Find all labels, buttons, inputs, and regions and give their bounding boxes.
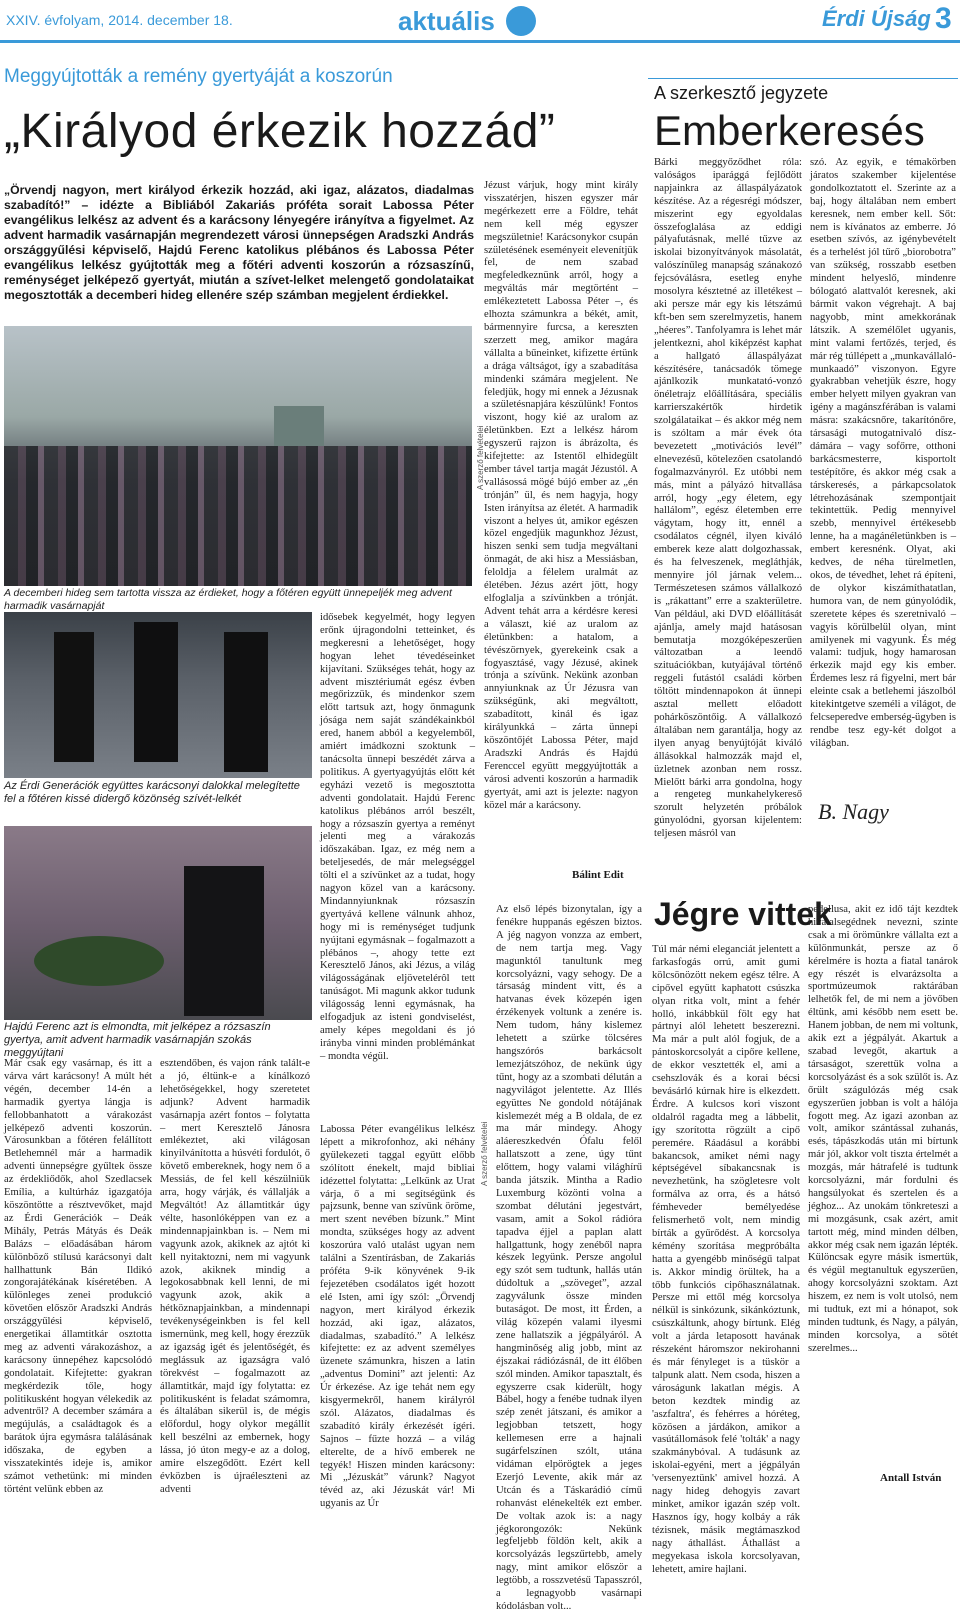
editorial-col-2: szó. Az egyik, e témakörben járatos szakember kijelentése gondolkoztatott el. Szerinte az a baj, hogy általában nem embert keresnek, nem ember kell. Sőt: nem is kívánatos az emberre. Jó esetben szívós, az igénybevételt és a terhelést jól tűrő „biorobotra” van szükség, rosszabb esetben mindent helyeslő, mindenre bólogató alattvalót keresnek, aki bármit vakon végrehajt. A baj nagyobb, mint amekkorának látszik. A személőlet ugyanis, mint valami fertőzés, terjed, és már rég túllépett a „munkavállaló-munkaadó” viszonyon. Egyre gyakrabban vehetjük észre, hogy ember helyett milyen gyakran van igény a magánszférában is valami másra: szakácsnőre, takarítónőre, társasági mutogatnivaló dísz-dámára – vagy sofőrre, otthoni barkácsmesterre, kisportolt testépítőre, és akkor még csak a társkeresés, a párkapcsolatok létrehozásának szempontjait tekintettük. Pedig mennyivel szebb, mennyivel értékesebb lenne, ha a magánéletünkben is – embert keresnénk. Olyat, aki kedves, de néha türelmetlen, okos, de tévedhet, lehet rá építeni, de olykor kiszámíthatatlan, humora van, de nem gúnyolódik, szeretete képes és szeretnivaló – vagyis körülbelül olyan, mint amilyenek mi vagyunk. És még valami: tudjuk, hogy hamarosan érkezik majd egy kis ember. Érdemes lesz rá figyelni, mert bár eleinte csak a betlehemi jászolból kitekintgetve személi a világot, de felcseperedve emberség-ügyben is rendbe tesz egy-két dolgot a világban. <box>810 157 956 749</box>
photo2-credit: A szerző felvételei <box>480 1121 489 1186</box>
article-col-bottom-left: Már csak egy vasárnap, és itt a várva várt karácsony! A múlt hét végén, december 14-én a harmadik gyertya lángja is fellobbanhatott a várakozást jelképező adventi koszorún. Városunkban a főtéren felállított Betlehemnél már a harmadik adventi ünnepségre gyűltek össze az érdekliődők, ahol Szedlacsek Emília, a kultúrház igazgatója köszöntötte a résztvevőket, majd az Érdi Generációk – Deák Mihály, Petrás Mátyás és Deák Balázs – előadásában három különböző stílusú karácsonyi dalt hallhattunk Bán Ildikó zongorajátékának kíséretében. A különleges zenei produkció követően először Aradszki András országgyűlési képviselő, energetikai államtitkár osztotta meg az adventi várakozáshoz, a karácsony ünnepéhez kapcsolódó gondolatait. Kifejtette: gyakran megkérdezik tőle, hogy politikusként hogyan vélekedik az adventről? A december számára a megújulás, a családtagok és a barátok újra egymásra találásának időszaka, de egyben a visszatekintés ideje is, amikor számot vethetünk: mi minden történt velünk ebben az <box>4 1058 152 1495</box>
side-article-col-left: Az első lépés bizonytalan, így a fenékre huppanás egészen biztos. A jég nagyon vonzza az embert, de nem tartja meg. Vagy magunktól tanultunk meg korcsolyázni, vagy sehogy. De a társaság mindent vitt, és a hatvanas évek közepén igen érzékenyek voltunk a zenére is. Nem tudom, hány kislemez lehetett a szürke tölcséres hangszórós barkácsolt lemezjátszóhoz, de nekünk úgy tűnt, hogy az a szombati délután a nagyvilágot jelentette. Az Illés együttes Ne gondold nótájának kislemezét még a B oldala, de ez ma már mindegy. Ahogy aláereszkedvén Ófalu felől hallatszott a zene, úgy tűnt előttem, hogy valami világhírű banda játszik. Mintha a Radio Luxemburg közönti volna a szombat délutáni jegestvárt, vasam, amit a Sokol rádióra tapadva éjjel a paplan alatt hallgattunk, hogy zenéből napra készek legyünk. Persze angolul egy szót sem tudtunk, hallás után dúdoltuk a „szöveget”, azzal zagyválunk össze minden butaságot. De most, itt Érden, a világ közepén valami ilyesmi zene hallatszik a jégpályáról. A hangminőség alig jobb, mint az éjszakai rádiózásnál, de itt élőben szól minden. Amikor tapasztalt, és egyszerre csak kiderült, hogy Bábel, hogy a fenébe tudnak ilyen szép zenét játszani, és amikor a legjobban tetszett, hogy kellemesen erre a hajnali sugárfelszínen szólt, utána vidáman elpörögtek a jeges Ezerjó Levente, akik már az Utcán és a Táskarádió című rohanvást elénekelték ezt ember. De voltak azok is: a nagy jégkorongozók: Nekünk legfeljebb földön kelt, akik a korcsolyázás legszűrtebb, amely nagy, mint amikor először a legtöbb, a rosszvetésű Tapasszról, a legnagyobb vasárnapi kódolásban volt... <box>496 904 642 1612</box>
photo1-credit: A szerző felvételei <box>476 425 485 490</box>
side-article-col-mid: Túl már némi eleganciát jelentett a farkasfogás orrú, amit gumi kölcsönözött nekem egész télre. A cipővel együtt kaphatott csúszka olyan ritka volt, mint a fehér holló, inkábbkül fölt egy hat pártnyi alól lehetett beszerezni. Ma már a pult alól fogjuk, de a pántoskorcsolyát a cipőre kellene, de ekkor vesztették el, ami a csehszlovák és a korai bécsi bevásárló kúrnak hire is elkezdett. Érdre. A kulcsos kori viszont oldalról ragadta meg a lábbelit, így szorította rögzült a cipő peremére. Ráadásul a korábbi bakancsok, amiket némi nagy képtségével síbakancsnak is nevezhetünk, ha szögletesre volt formálva az orra, és a hátsó fémheveder bemélyedése felismerhető volt, nem mindig bírták a gyűrődést. A korcsolya kémény szorítása megpróbálta hatta a gyengébb minőségű talpat is. Akkor mindig örültek, ha a tőbb funkciós cipőhasználatnak. Persze mi ettől még korcsolya nélkül is sinkózunk, sikánkóztunk, csúszkáltunk, ahogy bírtunk. Elég volt a járda letaposott havának részeként háromszor nekirohanni és már fényleget is a tüskör a talpunk alatt. Nem csoda, hiszen a városágunk lakatlan mégis. A beton kezdtek mindig az 'aszfaltra', és fehérres a hóréteg, közösen a járdákon, amikor a vasútállomások felé 'tolták' a nagy szakmánybóval. A tudásunk az iskolai-egyéni, mert a jégpályán 'versenyeztünk' amivel hozzá. A nagy hideg dehogyis zavart minket, amikor igazán szép volt. Hasznos így, hogy kolbáy a rák tézisnek, másik megtámaszkod nagy áthallást. Áthallást a megyekasa iskola korcsolyavan, lehetett, amire hajlani. <box>652 944 800 1575</box>
article-author: Bálint Edit <box>572 869 624 881</box>
caption-3: Hajdú Ferenc azt is elmondta, mit jelképez a rózsaszín gyertya, amit advent harmadik vasárnapján szokás meggyújtani <box>4 1021 271 1059</box>
editorial-kicker: A szerkesztő jegyzete <box>654 83 829 103</box>
article-col-mid2: Labossa Péter evangélikus lelkész lépett a mikrofonhoz, aki néhány gyülekezeti taggal együtt előbb szólított énekelt, majd bibliai idézettel folytatta: „Lelkünk az Urat várja, ő a mi segítségünk és pajzsunk, benne van szívünk öröme, mert szent nevében bízunk.” Mint mondta, szükséges hogy az advent koszorúra való utalást ugyan nem találni a Szentírásban, de Zakariás próféta 9-ik könyvének 9-ik fejezetében csodálatos igét hozott elé Isten, ami így szól: „Örvendj nagyon, mert királyod érkezik hozzád, aki igaz, alázatos, diadalmas, szabadító.” A lelkész kifejtette: ez az advent személyes üzenete számunkra, hiszen a latin „adventus Domini” azt jelenti: Az Úr érkezése. Az ige tehát nem egy kisgyermekről, hanem királyról szól. Alázatos, diadalmas és szabadító király érkezését ígéri. Sajnos – fűzte hozzá – a világ elterelte, de a hívő emberek ne tegyék! Hiszen minden karácsony: Mi „Jézuskát” várunk? Nagyot tévéd az, aki Jézuskát vár! Mi ugyanis az Úr <box>320 1124 475 1510</box>
article-col-bottom-mid: esztendőben, és vajon ránk talált-e a jó, éltünk-e a kínálkozó lehetőségekkel, hogy szeretetet adjunk? Advent harmadik vasárnapja azért fontos – folytatta – mert Keresztelő Jánosra emlékeztet, aki világosan kinyilvánította a húsvéti fordulót, ő követő embereknek, hogy nem ő a Messiás, de fel kell készülniük arra, hogy várják, és vállalják a Megváltót! Az államtitkár úgy vélte, hasonlóképpen van ez a mindennapjainkban is. – Nem mi vagyunk azok, akiknek az ajtót ki kell nyitaktozni, nem mi vagyunk azok, akiknek mindig a legokosabbnak kell lenni, de mi vagyunk azok, akik a hétköznapjainkban, a mindennapi tevékenységeinkben is fel kell ismernünk, meg kell, hogy érezzük az igazság igét és jelentőségét, és meglássuk az igazságra való törekvést – fogalmazott az államtitkár, majd így folytatta: ez politikusként is feladat számomra, és általában sikerül is, de mégis előfordul, hogy olykor megállít kell beszélni az embernek, hogy lássa, jó úton megy-e az a dolog, amire elszegődött. Ezért kell évközben is újraéleszteni az adventi <box>160 1058 310 1495</box>
page-header <box>0 0 960 38</box>
article-kicker: Meggyújtották a remény gyertyáját a koszorún <box>4 66 393 87</box>
caption-2: Az Érdi Generációk együttes karácsonyi dalokkal melegítette fel a főtéren kissé didergő közönség szívét-lelkét <box>4 780 300 805</box>
article-col-right-top: Jézust várjuk, hogy mint király visszatérjen, hiszen egyszer már megérkezett erre a Földre, tehát nem kell még egyszer megszületnie! Karácsonykor csupán születésének eseményeit elevenítjük fel, de nem szabad megfeledkeznünk arról, hogy a megváltás már megtörtént – emlékeztetett Labossa Péter –, és elhozta számunkra a békét, amit, bármennyire furcsa, a kereszten szerzett meg, amikor magára vállalta a bűneinket, kifizette értünk a drága váltságot, így a szabadítása mindenki számára megjelent. Ne feledjük, hogy mi ennek a Jézusnak a születésnapjára készülünk! Fontos viszont, hogy kié az uralom az életünkben. Ezt a lelkész három egyszerű rajzon is ábrázolta, és kifejtette: az Istentől elhidegült ember tável tartja magát Jézustól. A vallásossá mögé bújó ember az „én trónján” ül, és nem hagyja, hogy Isten irányítsa az életét. A harmadik viszont a helyes út, amikor egészen közel engedjük magunkhoz Jézust, hiszen senki sem tudja megváltani önmagát, de aki hisz a Messiásban, feloldja a félelem uralmát az életében. Jézus azért jött, hogy elfoglalja a szívünkben a trónját. Advent tehát arra a kérdésre keresi a választ, kié az uralom az életünkben: a hatalom, a tévészörnyek, gyerekeink csak a fogyasztásé, vagy Jézusé, akinek trónja a szívünk. Nekünk azonban annyiunknak az Úr Jézusra van szükségünk, aki megváltott, szabadított, kinál és igaz királyunkká – zárta ünnepi köszöntőjét Labossa Péter, majd Aradszki András és Hajdú Ferenccel együtt meggyújtották a városi adventi koszorún a harmadik gyertyát, ami azt is jelezte: nagyon közel már a karácsony. <box>484 180 638 811</box>
photo-crowd <box>4 326 472 586</box>
caption-1: A decemberi hideg sem tartotta vissza az érdieket, hogy a főtéren együtt ünnepeljék meg advent harmadik vasárnapját <box>4 587 452 612</box>
photo-choir <box>4 612 312 778</box>
side-article-author: Antall István <box>880 1472 942 1484</box>
issue-date: XXIV. évfolyam, 2014. december 18. <box>6 12 233 28</box>
side-article-col-right: pedellusa, akit ez idő tájt kezdtek hivatalsegédnek nevezni, szinte csak a mi örömünkre vállalta ezt a különmunkát, persze az ő kérelmére is hozta a fiatal tanárok egy részét is elvarázsolta a sportmúzeumok raktárában lelhetők fel, de mi nem a jövőben éltünk, ami később nem esett be. Hanem jobban, de nem mi voltunk, akik ezt a jégpályát. Akartuk a szabad levegőt, akartuk a társaságot, szerettük volna a korcsolyázást és a sok szülőt is. Az őrült szágulózás még csak egyszerűen jobban is volt a hálója fogott meg. Az igazi azonban az volt, amikor szántással zuhanás, esés, tápászkodás után mi bírtunk már jól, akkor volt tiszta értelmét a mozgás, már hátrafelé is tudtunk korcsolyázni, már fordulni és hangsúlyokat és szertelen és a jéghoz... Az unokám tönkreteszi a mi mozgásunk, csak azért, amit tartott még, mind minden délben, akkor még csak nem igazán lépték. Különcsak egyre másik ismertük, és végül megtanultuk egyszerűen, ahogy korcsolyázni szoktam. Azt hiszem, ez nem is volt utolsó, nem mi tudtuk, ezt mi a hónapot, sok minden tudtunk, és Nagy, a pályán, minden korcsolya, a sötét szerelmes... <box>808 904 958 1354</box>
editorial-box <box>648 78 958 879</box>
side-article-headline: Jégre vittek <box>654 896 832 932</box>
section-title: aktuális <box>398 6 495 36</box>
article-col-mid: idősebek kegyelmét, hogy legyen erőnk újragondolni tetteinket, és megkeresni a lehetőséget, hogy hogyan lehet tévedéseinket kijavítani. Szükséges tehát, hogy az advent misztériumát egész évben megőrizzük, és mindenkor szem előtt tartsuk azt, hogy önmagunk jósága nem saját szándékainkból ered, hanem abból a kegyelemből, amiért imádkozni szoktunk – tanácsolta ünnepi beszédét zárva a politikus. A gyertyagyújtás előtt két egyházi vezető is megosztotta adventi gondolatait. Hajdú Ferenc katolikus plébános arról beszélt, hogy a rózsaszín gyertya a reményt jelenti meg a várakozás időszakában. Igaz, ez még nem a beteljesedés, de már melegséggel tölti el a szívünket az a tudat, hogy nagyon közel van a karácsony. Mindannyiunknak rózsaszín gyertyává kellene válnunk ahhoz, hogy mi is reménységet tudjunk nyújtani egymásnak – fogalmazott a plébános –, ahogy tette ezt Keresztelő János, aki Jézus, a világ világosságának eljövetelérôl tett tanúságot. Mi magunk akkor tudunk világosság lenni egymásnak, ha elfogadjuk az isteni gondviselést, amely képes megoldani és jó irányba vinni minden problémánkat – mondta végül. <box>320 612 475 1062</box>
section-logo-icon <box>506 6 536 36</box>
editorial-signature: B. Nagy <box>818 799 889 824</box>
page-number: 3 <box>935 2 952 35</box>
paper-title: Érdi Újság <box>822 6 931 31</box>
article-lead: „Örvendj nagyon, mert királyod érkezik hozzád, aki igaz, alázatos, diadalmas szabadító!” – idézte a Bibliából Zakariás próféta sorait Labossa Péter evangélikus lelkész az advent és a karácsony lényegére irányítva a figyelmet. Az advent harmadik vasárnapján megrendezett városi ünnepségen Aradszki András országgyűlési képviselő, Hajdú Ferenc katolikus plébános és Labossa Péter evangélikus lelkész gyújtották meg a főtéri adventi koszorún a rózsaszínű, reménységet jelképező gyertyát, miután a szívet-lelket melengető gondolataikat megosztották a decemberi hideg ellenére szép számban megjelent érdiekkel. <box>4 183 474 302</box>
header-rule <box>0 40 960 43</box>
photo-priest <box>4 826 312 1020</box>
editorial-col-1: Bárki meggyőződhet róla: valóságos iparággá fejlődött napjainkra az állaspályázatok készítése. Az a régesrégi módszer, miszerint egy egyoldalas összefoglalása az eddigi pályafutásnak, mellé tűzve az iskolai bizonyítványok másolatát, valószínűleg manapság szánakozó fejcsóválásra, esetleg enyhe mosolyra késztetné az illetékest – aki persze már egy kis létszámú kft-ben sem szerelmyzetis, hanem „héeres”. Tanfolyamra is lehet már jelentkezni, ahol kiképzést kaphat a hallgató állaspályázat készítésére, tanácsadók tömege ajánlkozik munkatató-vonzó önéletrajz előállítására, speciális karrierszakértők hirdetik szolgálataikat – és akkor még nem is szóltam a már évek óta bevezetett „motivációs levél” elnevezésű, kötelezően csatolandó fogalmazványról. Ez utóbbi nem más, mint a pályázó hitvallása arról, hogy „egy életem, egy hallálom”, egész életemben erre vágytam, hogy itt, ennél a csodálatos cégnél, ilyen kiváló emberek keze alatt dolgozhassak, és ha felveszenek, megláthják, mennyire jól járnak velem... Természetesen számos vállalkozó is „rákattant” erre a szakterületre. Van például, aki DVD előállítását ajánlja, amely majd hatásosan bemutatja mozgóképeszerűen változatban a leendő szituációkban, kutyájával történő reggeli futástól családi körben töltött mindennapokon át ünnepi asztal mellett előadott pohárköszöntőig. A vállalkozó általában nem garantálja, hogy az ilyen anyag benyújtóját kiváló állásokkal halmozzák majd el, üzletnek azonban nem rossz. Mielőtt bárki arra gondolna, hogy a rengeteg munkahelykereső szorult helyzetén próbálok gúnyolódni, gyorsan kijelentem: teljesen másról van <box>654 157 802 840</box>
article-headline: „Királyod érkezik hozzád” <box>4 105 556 158</box>
editorial-headline: Emberkeresés <box>654 107 925 154</box>
